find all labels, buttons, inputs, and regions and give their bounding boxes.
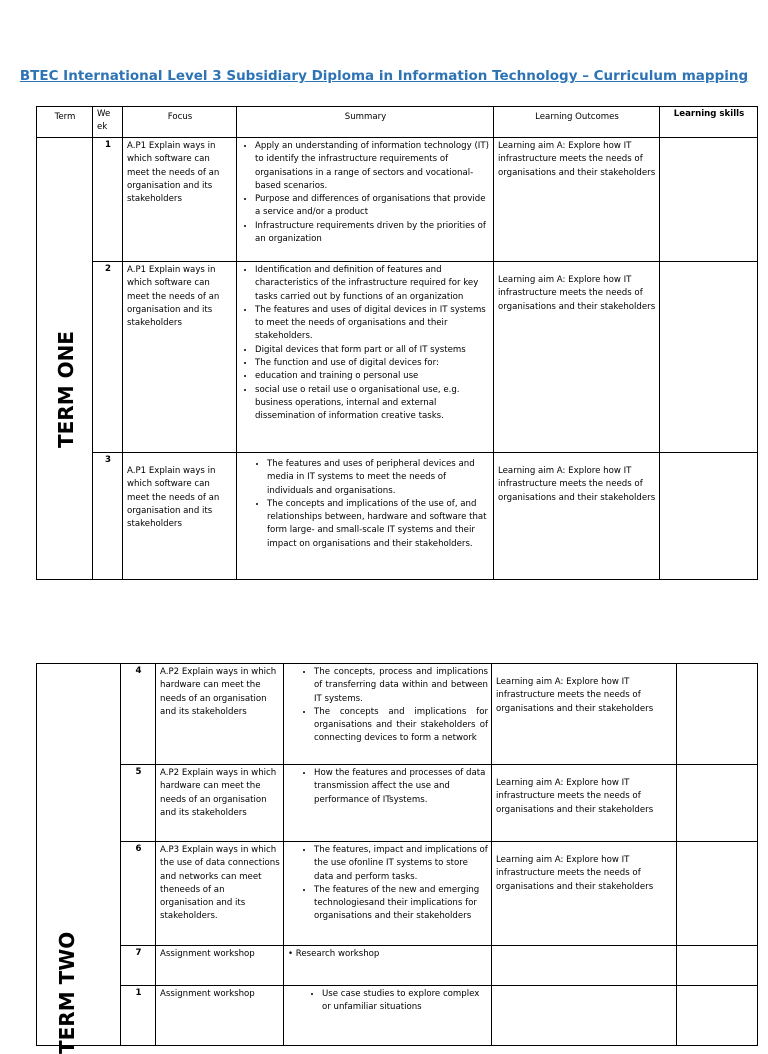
table-row — [37, 765, 758, 842]
curriculum-table-term-two — [36, 663, 758, 1054]
focus-cell: A.P1 Explain ways in which software can meet the needs of an organisation and its stakeholders — [123, 138, 237, 262]
focus-cell: A.P1 Explain ways in which software can meet the needs of an organisation and its stakeholders — [123, 453, 237, 580]
table-row — [37, 842, 758, 946]
focus-cell: A.P2 Explain ways in which hardware can meet the needs of an organisation and its stakeholders — [156, 664, 284, 765]
summary-cell — [284, 986, 492, 1046]
summary-item: • Digital devices that form part or all of IT systems — [255, 344, 490, 357]
summary-cell — [237, 262, 494, 453]
summary-item: • Identification and definition of features and characteristics of the infrastructure required for key tasks carried out by functions of an organization — [255, 264, 490, 304]
summary-item: • The features and uses of peripheral devices and media in IT systems to meet the needs of individuals and organisations. — [267, 458, 490, 498]
summary-item: • The concepts and implications of the use of, and relationships between, hardware and software that form large- and small-scale IT systems and their impact on organisations and their stakeholders. — [267, 498, 490, 551]
curriculum-table-term-one — [36, 106, 758, 580]
summary-item: • The concepts and implications for organisations and their stakeholders of connecting devices to form a network — [314, 706, 488, 746]
table-row — [37, 664, 758, 765]
week-number: 1 — [93, 138, 123, 262]
learning-skills-cell — [677, 842, 758, 946]
summary-item: • Infrastructure requirements driven by the priorities of an organization — [255, 220, 490, 247]
term-cell — [37, 138, 93, 580]
summary-cell: • Research workshop — [284, 946, 492, 986]
term-label-wrap — [47, 931, 87, 1054]
learning-skills-cell — [677, 946, 758, 986]
learning-skills-cell — [677, 765, 758, 842]
summary-item: • The function and use of digital devices for: — [255, 357, 490, 370]
term-label-wrap — [49, 331, 83, 448]
summary-item: • Apply an understanding of information technology (IT) to identify the infrastructure requirements of organisations in a range of sectors and vocational-based scenarios. — [255, 140, 490, 193]
focus-cell: A.P2 Explain ways in which hardware can meet the needs of an organisation and its stakeholders — [156, 765, 284, 842]
header-focus: Focus — [123, 107, 237, 138]
learning-skills-cell — [660, 453, 758, 580]
learning-outcome-cell: Learning aim A: Explore how IT infrastructure meets the needs of organisations and their stakeholders — [494, 262, 660, 453]
table-header-row — [37, 107, 758, 138]
summary-item: • How the features and processes of data transmission affect the use and performance of ITsystems. — [314, 767, 488, 807]
header-learning-outcomes: Learning Outcomes — [494, 107, 660, 138]
learning-outcome-cell: Learning aim A: Explore how IT infrastructure meets the needs of organisations and their stakeholders — [492, 765, 677, 842]
learning-outcome-cell: Learning aim A: Explore how IT infrastructure meets the needs of organisations and their stakeholders — [494, 453, 660, 580]
week-number: 6 — [121, 842, 156, 946]
learning-outcome-cell: Learning aim A: Explore how IT infrastructure meets the needs of organisations and their stakeholders — [492, 664, 677, 765]
summary-item: • Purpose and differences of organisations that provide a service and/or a product — [255, 193, 490, 220]
focus-cell: A.P1 Explain ways in which software can meet the needs of an organisation and its stakeholders — [123, 262, 237, 453]
table-row — [37, 453, 758, 580]
summary-cell — [284, 765, 492, 842]
learning-skills-cell — [660, 262, 758, 453]
summary-cell — [237, 453, 494, 580]
summary-item: • social use o retail use o organisational use, e.g. business operations, internal and external dissemination of information creative tasks. — [255, 384, 490, 424]
learning-outcome-cell: Learning aim A: Explore how IT infrastructure meets the needs of organisations and their stakeholders — [492, 842, 677, 946]
learning-skills-cell — [660, 138, 758, 262]
table-row — [37, 946, 758, 986]
learning-outcome-cell — [492, 946, 677, 986]
term-cell — [37, 664, 121, 1054]
week-number: 3 — [93, 453, 123, 580]
header-week: We ek — [93, 107, 123, 138]
summary-item: • Use case studies to explore complex or unfamiliar situations — [322, 988, 488, 1015]
week-number: 7 — [121, 946, 156, 986]
summary-cell — [237, 138, 494, 262]
week-number: 4 — [121, 664, 156, 765]
week-number: 5 — [121, 765, 156, 842]
table-row — [37, 986, 758, 1046]
summary-item: • The concepts, process and implications of transferring data within and between IT systems. — [314, 666, 488, 706]
learning-skills-cell — [677, 986, 758, 1046]
table-row — [37, 138, 758, 262]
summary-item: • The features and uses of digital devices in IT systems to meet the needs of organisations and their stakeholders. — [255, 304, 490, 344]
week-number: 1 — [121, 986, 156, 1046]
header-summary: Summary — [237, 107, 494, 138]
learning-outcome-cell: Learning aim A: Explore how IT infrastructure meets the needs of organisations and their stakeholders — [494, 138, 660, 262]
learning-outcome-cell — [492, 986, 677, 1046]
header-learning-skills: Learning skills — [660, 107, 758, 138]
header-term: Term — [37, 107, 93, 138]
term-label-text: TERM TWO — [55, 931, 79, 1054]
document-title: BTEC International Level 3 Subsidiary Diploma in Information Technology – Curriculum mapping — [19, 68, 749, 84]
summary-cell — [284, 664, 492, 765]
week-number: 2 — [93, 262, 123, 453]
summary-item: • education and training o personal use — [255, 370, 490, 383]
focus-cell: A.P3 Explain ways in which the use of data connections and networks can meet theneeds of an organisation and its stakeholders. — [156, 842, 284, 946]
summary-cell — [284, 842, 492, 946]
learning-skills-cell — [677, 664, 758, 765]
focus-cell: Assignment workshop — [156, 946, 284, 986]
table-row — [37, 262, 758, 453]
focus-cell: Assignment workshop — [156, 986, 284, 1046]
summary-item: • The features of the new and emerging technologiesand their implications for organisations and their stakeholders — [314, 884, 488, 924]
summary-item: • The features, impact and implications of the use ofonline IT systems to store data and perform tasks. — [314, 844, 488, 884]
term-label-text: TERM ONE — [54, 331, 78, 448]
